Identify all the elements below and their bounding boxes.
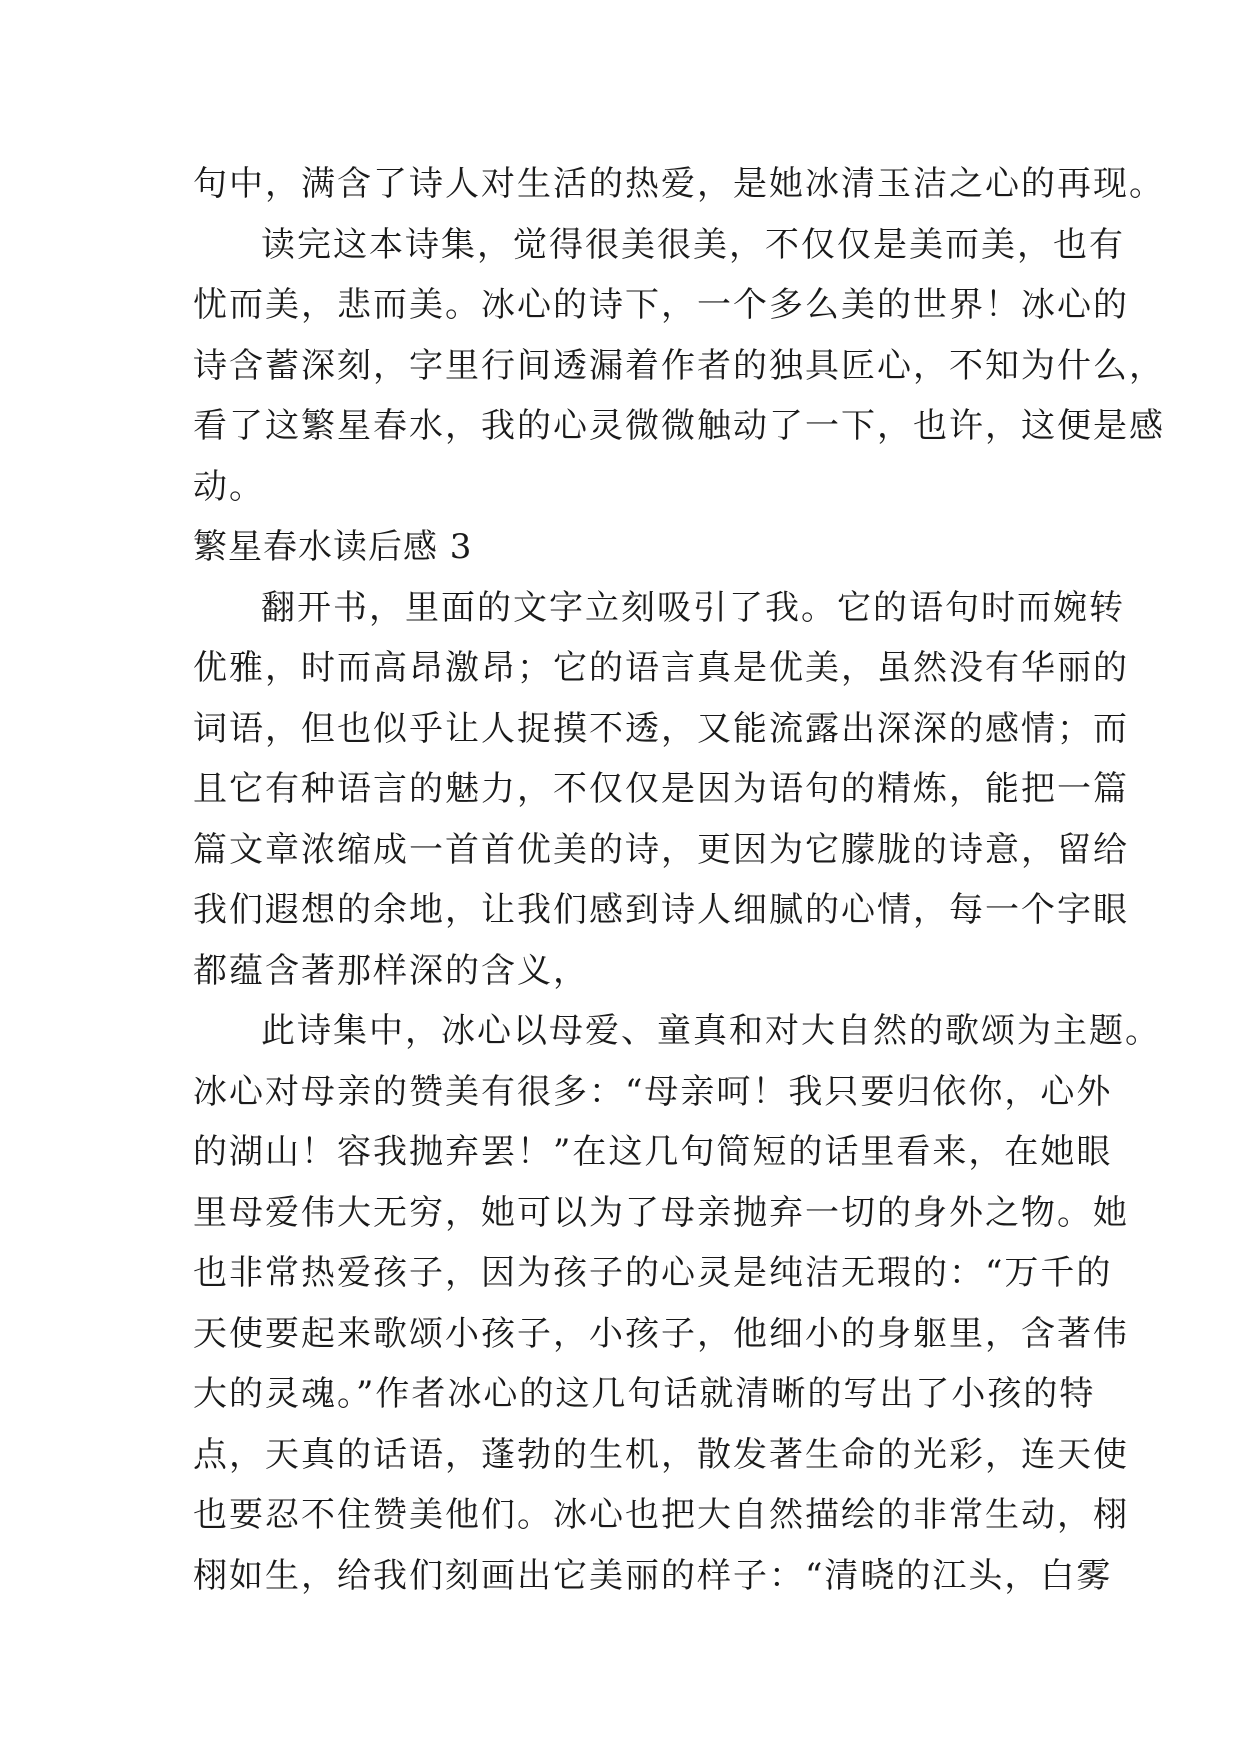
text-line: 栩如生，给我们刻画出它美丽的样子：“清晓的江头，白雾: [193, 1555, 1113, 1596]
text-line: 点，天真的话语，蓬勃的生机，散发著生命的光彩，连天使: [193, 1434, 1129, 1475]
text-line: 里母爱伟大无穷，她可以为了母亲抛弃一切的身外之物。她: [193, 1192, 1129, 1233]
section-heading: 繁星春水读后感 3: [193, 527, 473, 567]
paragraph-start-line: 读完这本诗集，觉得很美很美，不仅仅是美而美，也有: [261, 224, 1125, 265]
text-line: 优雅，时而高昂激昂；它的语言真是优美，虽然没有华丽的: [193, 648, 1129, 688]
document-body: [193, 154, 1165, 1606]
text-line: 的湖山！容我抛弃罢！”在这几句简短的话里看来，在她眼: [193, 1132, 1113, 1172]
text-line: 诗含蓄深刻，字里行间透漏着作者的独具匠心，不知为什么，: [193, 345, 1165, 386]
text-line: 动。: [193, 466, 265, 507]
paragraph-start-line: 翻开书，里面的文字立刻吸引了我。它的语句时而婉转: [261, 587, 1125, 628]
text-line: 看了这繁星春水，我的心灵微微触动了一下，也许，这便是感: [193, 406, 1165, 446]
text-line: 冰心对母亲的赞美有很多：“母亲呵！我只要归依你，心外: [193, 1071, 1113, 1112]
text-line: 也要忍不住赞美他们。冰心也把大自然描绘的非常生动，栩: [193, 1495, 1129, 1535]
text-line: 忧而美，悲而美。冰心的诗下，一个多么美的世界！冰心的: [193, 285, 1129, 325]
text-line: 天使要起来歌颂小孩子，小孩子，他细小的身躯里，含著伟: [193, 1313, 1129, 1354]
text-line: 都蕴含著那样深的含义，: [193, 950, 589, 991]
text-line: 词语，但也似乎让人捉摸不透，又能流露出深深的感情；而: [193, 708, 1129, 749]
paragraph-start-line: 此诗集中，冰心以母爱、童真和对大自然的歌颂为主题。: [261, 1011, 1161, 1051]
text-line: 篇文章浓缩成一首首优美的诗，更因为它朦胧的诗意，留给: [193, 829, 1129, 870]
text-line: 也非常热爱孩子，因为孩子的心灵是纯洁无瑕的：“万千的: [193, 1253, 1113, 1293]
text-line: 句中，满含了诗人对生活的热爱，是她冰清玉洁之心的再现。: [193, 164, 1165, 204]
text-line: 且它有种语言的魅力，不仅仅是因为语句的精炼，能把一篇: [193, 769, 1129, 809]
text-line: 大的灵魂。”作者冰心的这几句话就清晰的写出了小孩的特: [193, 1374, 1096, 1414]
text-line: 我们遐想的余地，让我们感到诗人细腻的心情，每一个字眼: [193, 890, 1129, 930]
